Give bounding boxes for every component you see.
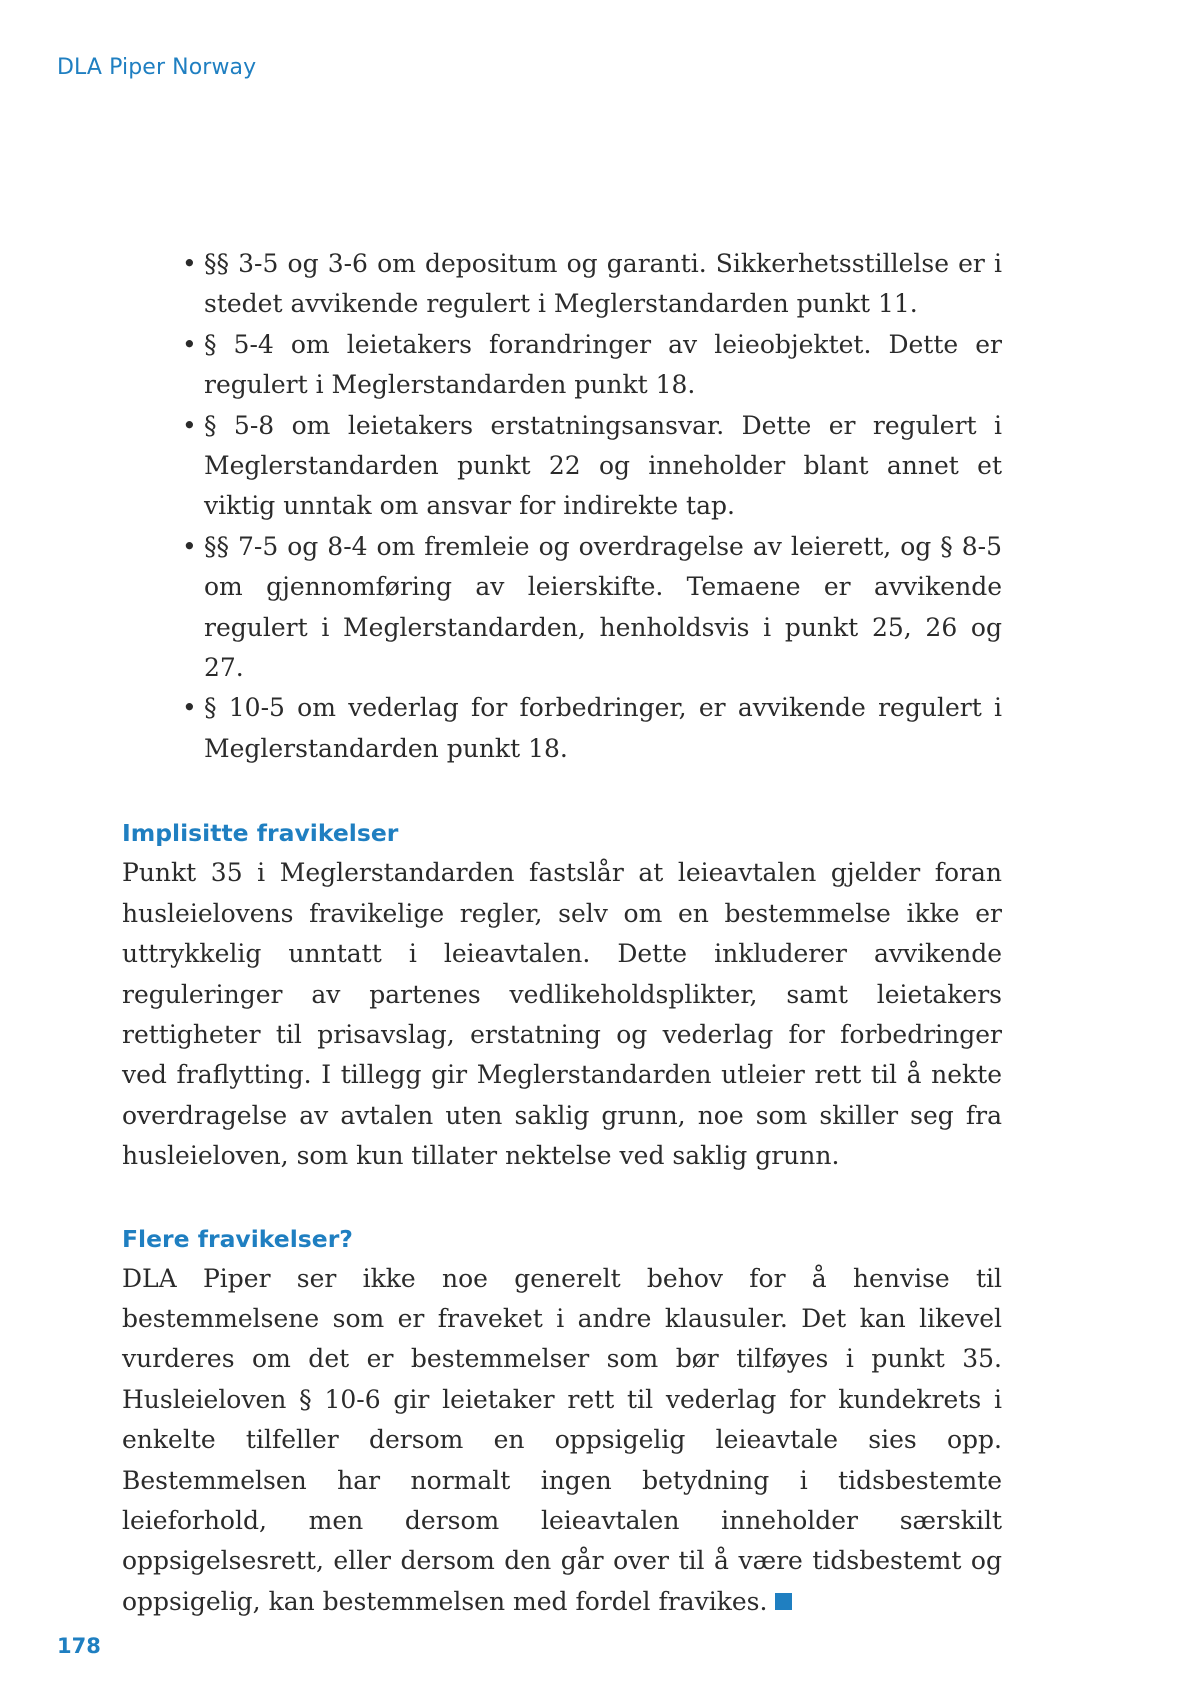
bullet-icon: • [182,410,197,440]
list-item-text: §§ 7-5 og 8-4 om fremleie og overdragelse av leierett, og § 8-5 om gjennomføring av leierskifte. Temaene er avvikende regulert i Meglerstandarden, henholdsvis i punkt 25, 26 og 27. [204,531,1002,683]
list-item [182,527,1002,689]
section-body-implisitte-fravikelser: Punkt 35 i Meglerstandarden fastslår at leieavtalen gjelder foran husleielovens fravikelige regler, selv om en bestemmelse ikke er uttrykkelig unntatt i leieavtalen. Dette inkluderer avvikende reguleringer av partenes vedlikeholdsplikter, samt leietakers rettigheter til prisavslag, erstatning og vederlag for forbedringer ved fraflytting. I tillegg gir Meglerstandarden utleier rett til å nekte overdragelse av avtalen uten saklig grunn, noe som skiller seg fra husleieloven, som kun tillater nektelse ved saklig grunn. [122,858,1002,1171]
list-item-text: § 5-8 om leietakers erstatningsansvar. Dette er regulert i Meglerstandarden punkt 22 og inneholder blant annet et viktig unntak om ansvar for indirekte tap. [204,410,1002,521]
list-item [182,244,1002,325]
list-item [182,406,1002,527]
list-item [182,325,1002,406]
section-heading-flere-fravikelser: Flere fravikelser? [122,1224,353,1253]
list-item-text: § 5-4 om leietakers forandringer av leieobjektet. Dette er regulert i Meglerstandarden punkt 18. [204,329,1002,400]
page-content [122,244,1002,1622]
bullet-icon: • [182,693,197,723]
running-header: DLA Piper Norway [57,55,257,80]
section-body-flere-fravikelser [122,1259,1002,1623]
list-item-text: § 10-5 om vederlag for forbedringer, er avvikende regulert i Meglerstandarden punkt 18. [204,693,1002,763]
section-body-text: DLA Piper ser ikke noe generelt behov for å henvise til bestemmelsene som er fraveket i andre klausuler. Det kan likevel vurderes om det er bestemmelser som bør tilføyes i punkt 35. Husleieloven § 10-6 gir leietaker rett til vederlag for kundekrets i enkelte tilfeller dersom en oppsigelig leieavtale sies opp. Bestemmelsen har normalt ingen betydning i tidsbestemte leieforhold, men dersom leieavtalen inneholder særskilt oppsigelsesrett, eller dersom den går over til å være tidsbestemt og oppsigelig, kan bestemmelsen med fordel fravikes. [122,1263,1002,1616]
exception-bullet-list [182,244,1002,769]
bullet-icon: • [182,531,197,561]
list-item [182,688,1002,769]
end-of-article-square-icon [775,1593,792,1610]
section-heading-implisitte-fravikelser: Implisitte fravikelser [122,819,399,848]
bullet-icon: • [182,249,197,278]
list-item-text: §§ 3-5 og 3-6 om depositum og garanti. Sikkerhetsstillelse er i stedet avvikende regulert i Meglerstandarden punkt 11. [204,249,1002,319]
bullet-icon: • [182,329,197,359]
page-number: 178 [57,1634,101,1658]
